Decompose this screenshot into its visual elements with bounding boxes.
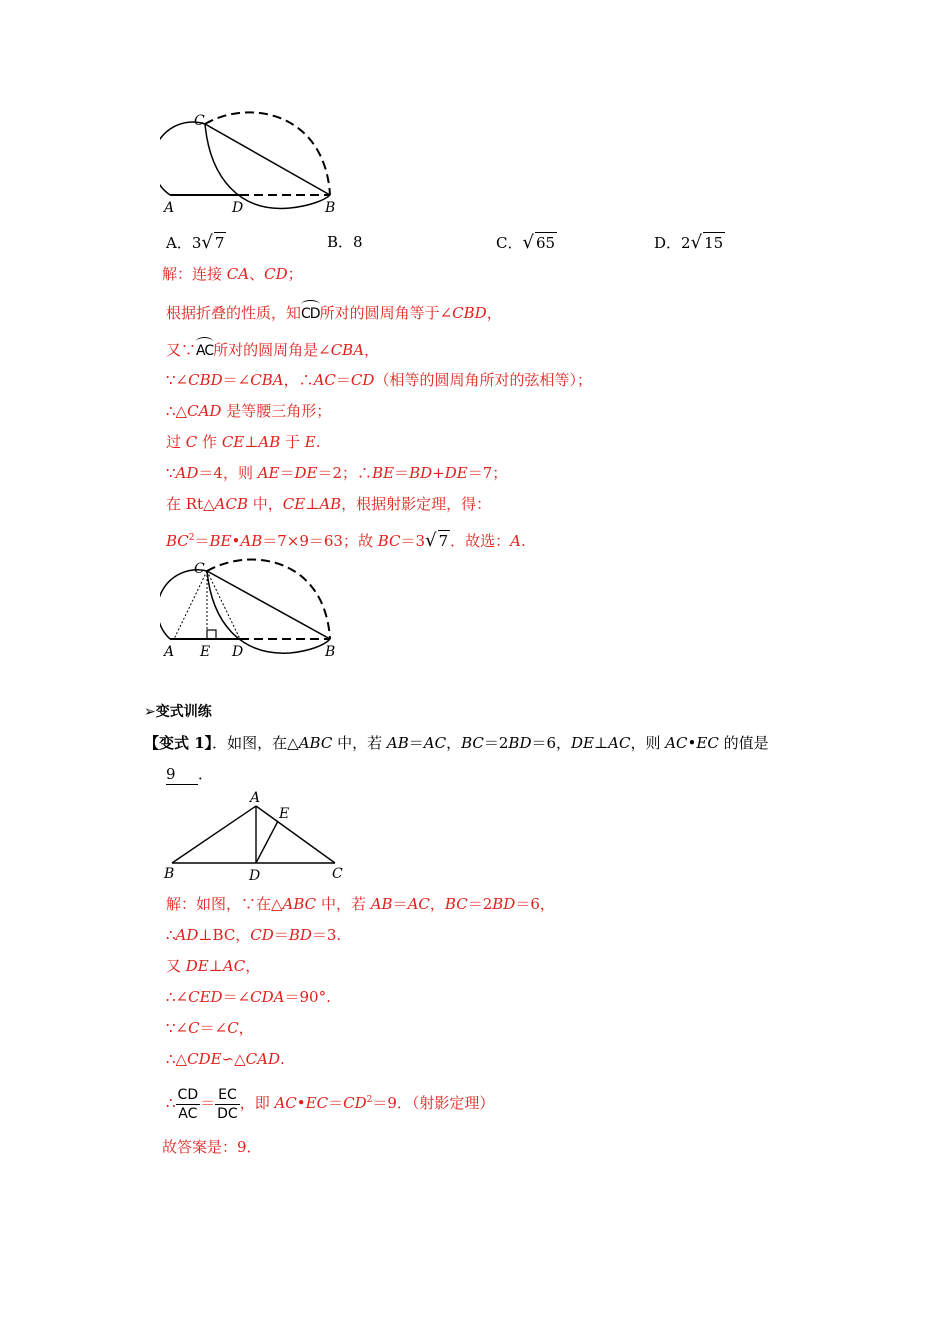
text: ⊥ xyxy=(594,734,609,752)
text: ＝7×9＝63；故 xyxy=(262,532,378,550)
answer-blank: 9 xyxy=(166,764,198,785)
text: ∴△ xyxy=(166,402,188,420)
solution2-line2 xyxy=(166,925,341,945)
radicand: 7 xyxy=(438,532,449,550)
text: + xyxy=(432,464,445,482)
var: C xyxy=(185,433,198,451)
solution2-line1 xyxy=(166,894,555,914)
solution2-line7 xyxy=(166,1078,494,1122)
arc-CD: CD xyxy=(301,300,320,324)
text: ∵∠ xyxy=(166,371,189,389)
text: 是等腰三角形； xyxy=(221,402,332,420)
option-b-letter: B． xyxy=(327,233,354,251)
text: 过 xyxy=(166,433,186,451)
side-AC xyxy=(256,806,335,863)
var: CBD xyxy=(188,371,223,389)
solution1-line8 xyxy=(166,494,491,514)
text: ＝6， xyxy=(531,734,572,752)
var: AC xyxy=(222,957,246,975)
var: BE xyxy=(372,464,395,482)
text: ＝ xyxy=(273,926,289,944)
text: 在 Rt△ xyxy=(166,495,215,513)
text: 中， xyxy=(247,495,283,513)
text: • xyxy=(687,734,697,752)
small-arc-AC xyxy=(160,122,205,195)
var: CDA xyxy=(250,988,285,1006)
var: EC xyxy=(305,1094,329,1112)
var: AB xyxy=(386,734,409,752)
solution1-line5 xyxy=(166,401,331,421)
label-B: B xyxy=(325,644,336,660)
text: ．故选： xyxy=(450,532,511,550)
option-d-radicand: 15 xyxy=(704,234,724,252)
var: BD xyxy=(492,895,516,913)
option-c-letter: C． xyxy=(496,234,523,252)
text: ＝ xyxy=(200,1094,216,1112)
label-C: C xyxy=(194,561,205,577)
arc-AC: AC xyxy=(196,337,213,361)
text: ， xyxy=(429,895,445,913)
var: CD xyxy=(250,926,274,944)
text: ．如图，在△ xyxy=(212,734,299,752)
var: CE xyxy=(282,495,306,513)
solution2-line6 xyxy=(166,1049,285,1069)
text: ⊥BC， xyxy=(198,926,251,944)
option-d-coef: 2 xyxy=(681,234,691,252)
var: DE xyxy=(185,957,209,975)
dashed-arc-CB xyxy=(205,112,330,195)
text: 根据折叠的性质，知 xyxy=(166,304,302,322)
text: ＝ xyxy=(279,464,295,482)
label-E: E xyxy=(200,644,211,660)
var: BC xyxy=(377,532,401,550)
figure-isosceles-triangle xyxy=(160,788,360,884)
option-d-letter: D． xyxy=(654,234,682,252)
superscript: 2 xyxy=(366,1095,373,1105)
var: CAD xyxy=(187,402,222,420)
text: ⊥ xyxy=(244,433,259,451)
var: AC xyxy=(313,371,336,389)
label-B: B xyxy=(164,866,175,882)
text: ⊥ xyxy=(305,495,320,513)
text: ∴ xyxy=(166,926,176,944)
option-d xyxy=(654,232,725,253)
var: BC xyxy=(166,532,189,550)
var: CBA xyxy=(330,341,365,359)
solution2-line3 xyxy=(166,956,260,976)
var: CBA xyxy=(250,371,284,389)
numerator: CD xyxy=(177,1086,199,1103)
var: BD xyxy=(508,734,532,752)
var: BE xyxy=(209,532,232,550)
var: CAD xyxy=(245,1050,280,1068)
label-C: C xyxy=(332,866,343,882)
text: ∴△ xyxy=(166,1050,188,1068)
var: AD xyxy=(175,926,199,944)
var: BD xyxy=(288,926,312,944)
text: ＝ xyxy=(328,1094,344,1112)
var: CD xyxy=(350,371,375,389)
text: ＝9．（射影定理） xyxy=(372,1094,495,1112)
option-a-root: √ 7 xyxy=(201,232,225,253)
var: DE xyxy=(444,464,468,482)
root-7: √ 7 xyxy=(425,530,449,551)
text: ，∴ xyxy=(283,371,314,389)
var: CA xyxy=(226,265,250,283)
right-angle-mark xyxy=(207,630,216,639)
option-b xyxy=(327,232,363,252)
side-AB xyxy=(172,806,256,863)
text: 中，若 xyxy=(316,895,371,913)
text: 又∵ xyxy=(166,341,197,359)
text: ∵∠ xyxy=(166,1019,189,1037)
option-b-value: 8 xyxy=(353,233,363,251)
text: ＝ xyxy=(335,371,351,389)
text: ＝90°. xyxy=(284,988,331,1006)
option-a-letter: A． xyxy=(166,234,192,252)
text: ， xyxy=(364,341,380,359)
solution1-line1 xyxy=(162,264,303,284)
dashed-CD xyxy=(207,571,240,639)
var: AC xyxy=(665,734,688,752)
problem-statement xyxy=(144,733,769,753)
solution2-line4 xyxy=(166,987,331,1007)
var: BC xyxy=(444,895,468,913)
text: ＝2 xyxy=(483,734,509,752)
var: CDE xyxy=(187,1050,222,1068)
var: CBD xyxy=(452,304,487,322)
option-c xyxy=(496,232,557,253)
var: AD xyxy=(175,464,199,482)
var: DE xyxy=(571,734,595,752)
text: ＝∠ xyxy=(222,371,251,389)
var: AC xyxy=(608,734,631,752)
text: . xyxy=(520,532,526,550)
var: C xyxy=(227,1019,239,1037)
label-A: A xyxy=(164,644,175,660)
segment-DE xyxy=(256,821,278,863)
var: EC xyxy=(696,734,719,752)
text: 中，若 xyxy=(332,734,387,752)
var: E xyxy=(304,433,316,451)
numerator: EC xyxy=(215,1086,240,1105)
text: ∴∠ xyxy=(166,988,189,1006)
superscript: 2 xyxy=(188,533,195,543)
denominator: AC xyxy=(178,1105,198,1122)
chord-CB xyxy=(205,124,330,195)
text: ＝ xyxy=(194,532,210,550)
var: ACB xyxy=(214,495,248,513)
text: ，根据射影定理，得： xyxy=(341,495,492,513)
text: 解：如图，∵在△ xyxy=(166,895,283,913)
text: ＝∠ xyxy=(222,988,251,1006)
text: 的值是 xyxy=(718,734,769,752)
var: AC xyxy=(407,895,430,913)
text: ，则 xyxy=(630,734,666,752)
solution1-line6 xyxy=(166,432,321,452)
text: ， xyxy=(446,734,462,752)
label-D: D xyxy=(232,644,244,660)
text: ＝2；∴ xyxy=(317,464,373,482)
option-c-root: √ 65 xyxy=(522,232,556,253)
fraction-CD-AC xyxy=(176,1086,201,1123)
var: CE xyxy=(221,433,245,451)
problem-tag: 【变式 1】 xyxy=(144,734,213,752)
text: 又 xyxy=(166,957,186,975)
var: ABC xyxy=(298,734,333,752)
option-a-radicand: 7 xyxy=(214,234,225,252)
text: . xyxy=(280,1050,285,1068)
text: ，即 xyxy=(239,1094,275,1112)
text: ＝7； xyxy=(467,464,508,482)
text: ＝ xyxy=(392,895,408,913)
solution1-line7 xyxy=(166,463,507,483)
text: ＝∠ xyxy=(199,1019,228,1037)
text: ， xyxy=(245,957,261,975)
var: CED xyxy=(188,988,223,1006)
small-arc-AC xyxy=(160,570,207,639)
text: 所对的圆周角是∠ xyxy=(213,341,331,359)
text: ＝3. xyxy=(311,926,342,944)
chord-CB xyxy=(207,571,330,639)
text: ⊥ xyxy=(208,957,223,975)
dashed-CA xyxy=(174,571,207,639)
var: AB xyxy=(370,895,393,913)
text: • xyxy=(296,1094,306,1112)
text: （相等的圆周角所对的弦相等）； xyxy=(374,371,592,389)
text: • xyxy=(231,532,241,550)
option-d-root: √ 15 xyxy=(690,232,724,253)
denominator: DC xyxy=(217,1105,238,1122)
solution1-line3 xyxy=(166,337,379,361)
text: ＝2 xyxy=(467,895,493,913)
text: ， xyxy=(238,1019,254,1037)
text: ∴ xyxy=(166,1094,176,1112)
figure-folded-semicircle xyxy=(160,108,350,218)
var: AC xyxy=(423,734,447,752)
text: ＝3 xyxy=(400,532,426,550)
option-c-radicand: 65 xyxy=(535,234,556,252)
label-C: C xyxy=(194,113,205,129)
text: ＝ xyxy=(394,464,410,482)
text: ， xyxy=(486,304,502,322)
text: 于 xyxy=(280,433,305,451)
fraction-EC-DC xyxy=(215,1086,240,1123)
var: AE xyxy=(257,464,280,482)
var: AB xyxy=(258,433,281,451)
dashed-arc-CB xyxy=(207,560,330,639)
label-D: D xyxy=(232,200,244,216)
label-B: B xyxy=(325,200,336,216)
figure-semicircle-with-altitude xyxy=(160,556,350,666)
text: ∽△ xyxy=(221,1050,246,1068)
var: A xyxy=(510,532,521,550)
solution1-line4 xyxy=(166,370,592,390)
text: ； xyxy=(287,265,303,283)
label-A: A xyxy=(250,790,261,806)
solution2-line8: 故答案是：9． xyxy=(162,1138,262,1156)
problem-answer-line xyxy=(166,764,213,785)
label-A: A xyxy=(164,200,175,216)
label-E: E xyxy=(279,806,290,822)
var: BC xyxy=(461,734,484,752)
text: ＝4，则 xyxy=(198,464,258,482)
option-a xyxy=(166,232,226,253)
var: AB xyxy=(240,532,263,550)
var: AC xyxy=(274,1094,297,1112)
var: BD xyxy=(409,464,433,482)
solution2-line5 xyxy=(166,1018,254,1038)
var: AB xyxy=(319,495,342,513)
text: 作 xyxy=(197,433,222,451)
section-title: ➢变式训练 xyxy=(144,704,212,720)
text: ∵ xyxy=(166,464,176,482)
text: ． xyxy=(198,765,214,783)
var: ABC xyxy=(282,895,317,913)
var: CD xyxy=(264,265,288,283)
solution1-line9 xyxy=(166,528,526,551)
text: . xyxy=(315,433,321,451)
option-a-coef: 3 xyxy=(191,234,202,252)
folded-arc-CB xyxy=(207,571,330,653)
solution1-line2 xyxy=(166,300,502,324)
text: ＝ xyxy=(408,734,424,752)
var: DE xyxy=(294,464,318,482)
text: 所对的圆周角等于∠ xyxy=(319,304,453,322)
var: CD xyxy=(343,1094,367,1112)
label-D: D xyxy=(249,868,261,884)
var: C xyxy=(188,1019,200,1037)
text: 、 xyxy=(249,265,265,283)
text: 解：连接 xyxy=(162,265,227,283)
text: ＝6， xyxy=(515,895,555,913)
